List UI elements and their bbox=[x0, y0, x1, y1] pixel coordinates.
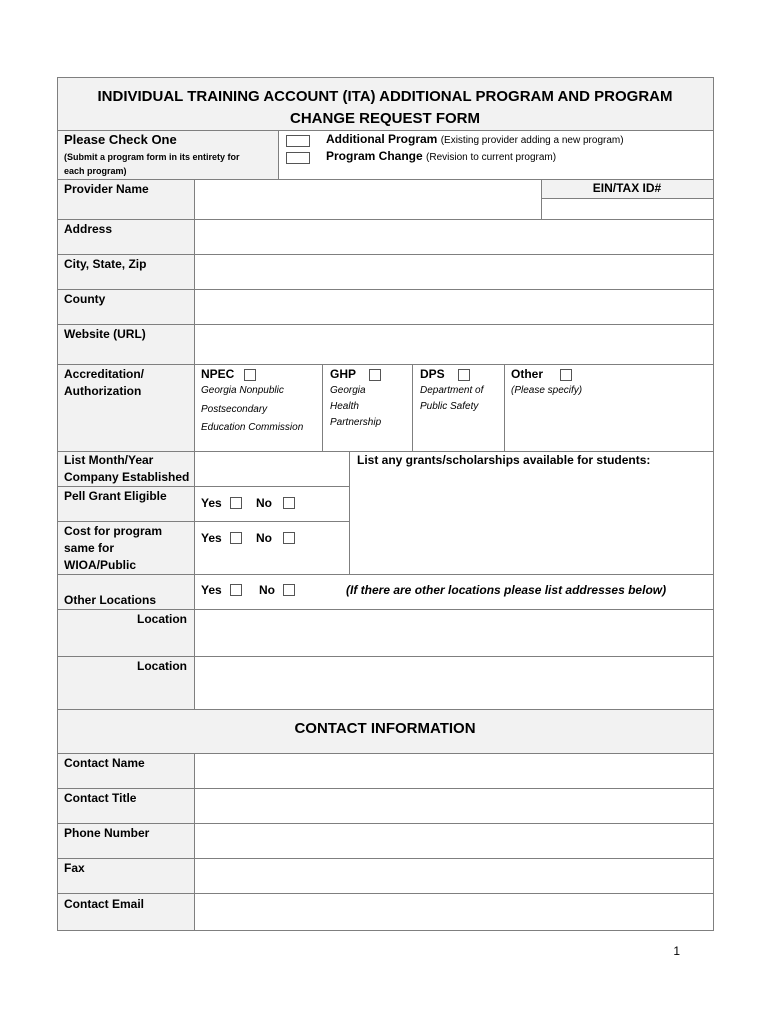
ghp-checkbox[interactable] bbox=[369, 369, 381, 381]
website-label: Website (URL) bbox=[64, 327, 146, 341]
grants-label: List any grants/scholarships available for students: bbox=[357, 453, 651, 467]
page-number: 1 bbox=[673, 944, 680, 958]
contact-name-field[interactable] bbox=[195, 754, 713, 788]
cost-yes-checkbox[interactable] bbox=[230, 532, 242, 544]
phone-field[interactable] bbox=[195, 824, 713, 858]
npec-desc-line1: Georgia Nonpublic bbox=[201, 385, 284, 396]
county-field[interactable] bbox=[195, 290, 713, 324]
other-label: Other bbox=[511, 367, 544, 381]
grants-field[interactable] bbox=[350, 470, 713, 574]
ghp-desc-line2: Health bbox=[330, 401, 359, 412]
pell-no-checkbox[interactable] bbox=[283, 497, 295, 509]
email-field[interactable] bbox=[195, 894, 713, 930]
locations-no-checkbox[interactable] bbox=[283, 584, 295, 596]
other-desc: (Please specify) bbox=[511, 385, 583, 396]
cost-label-line2: same for bbox=[64, 541, 115, 555]
form-title-line1: INDIVIDUAL TRAINING ACCOUNT (ITA) ADDITIONAL PROGRAM AND PROGRAM bbox=[97, 88, 673, 105]
additional-program-label: Additional Program bbox=[326, 132, 438, 146]
ghp-label: GHP bbox=[330, 367, 357, 381]
address-field[interactable] bbox=[195, 220, 713, 254]
contact-title-field[interactable] bbox=[195, 789, 713, 823]
cost-no-checkbox[interactable] bbox=[283, 532, 295, 544]
dps-label: DPS bbox=[420, 367, 445, 381]
check-one-label: Please Check One bbox=[64, 132, 177, 147]
pell-yes-label: Yes bbox=[201, 496, 222, 510]
other-checkbox[interactable] bbox=[560, 369, 572, 381]
location-field-1[interactable] bbox=[195, 610, 713, 656]
check-one-note-line2: each program) bbox=[64, 166, 127, 176]
locations-yes-checkbox[interactable] bbox=[230, 584, 242, 596]
dps-desc-line1: Department of bbox=[420, 385, 484, 396]
pell-no-label: No bbox=[256, 496, 272, 510]
established-label-line1: List Month/Year bbox=[64, 453, 154, 467]
npec-label: NPEC bbox=[201, 367, 235, 381]
accreditation-label-line1: Accreditation/ bbox=[64, 367, 145, 381]
pell-yes-checkbox[interactable] bbox=[230, 497, 242, 509]
city-state-zip-field[interactable] bbox=[195, 255, 713, 289]
ein-field[interactable] bbox=[542, 199, 713, 219]
location-label-2: Location bbox=[137, 659, 187, 673]
program-change-label: Program Change bbox=[326, 149, 423, 163]
form-title-line2: CHANGE REQUEST FORM bbox=[289, 110, 480, 127]
npec-desc-line2: Postsecondary bbox=[201, 404, 268, 415]
email-label: Contact Email bbox=[64, 897, 145, 911]
phone-label: Phone Number bbox=[64, 826, 150, 840]
ghp-desc-line1: Georgia bbox=[330, 385, 366, 396]
program-change-checkbox[interactable] bbox=[286, 152, 310, 164]
established-field[interactable] bbox=[195, 452, 349, 486]
provider-name-field[interactable] bbox=[195, 180, 541, 219]
npec-checkbox[interactable] bbox=[244, 369, 256, 381]
county-label: County bbox=[64, 292, 106, 306]
location-label-1: Location bbox=[137, 612, 187, 626]
fax-label: Fax bbox=[64, 861, 85, 875]
address-label: Address bbox=[64, 222, 113, 236]
city-state-zip-label: City, State, Zip bbox=[64, 257, 147, 271]
dps-checkbox[interactable] bbox=[458, 369, 470, 381]
contact-header: CONTACT INFORMATION bbox=[294, 720, 476, 737]
additional-program-option bbox=[326, 131, 624, 148]
ein-label: EIN/TAX ID# bbox=[592, 181, 662, 195]
accreditation-label-line2: Authorization bbox=[64, 384, 142, 398]
location-field-2[interactable] bbox=[195, 657, 713, 709]
pell-label: Pell Grant Eligible bbox=[64, 489, 167, 503]
program-change-note: (Revision to current program) bbox=[426, 152, 557, 163]
contact-name-label: Contact Name bbox=[64, 756, 145, 770]
program-change-option bbox=[326, 148, 556, 165]
dps-desc-line2: Public Safety bbox=[420, 401, 479, 412]
website-field[interactable] bbox=[195, 325, 713, 364]
other-locations-note: (If there are other locations please list addresses below) bbox=[346, 583, 667, 597]
additional-program-checkbox[interactable] bbox=[286, 135, 310, 147]
other-locations-label: Other Locations bbox=[64, 593, 157, 607]
established-label-line2: Company Established bbox=[64, 470, 190, 484]
npec-desc-line3: Education Commission bbox=[201, 422, 304, 433]
contact-title-label: Contact Title bbox=[64, 791, 137, 805]
cost-no-label: No bbox=[256, 531, 272, 545]
fax-field[interactable] bbox=[195, 859, 713, 893]
cost-yes-label: Yes bbox=[201, 531, 222, 545]
additional-program-note: (Existing provider adding a new program) bbox=[440, 135, 624, 146]
ghp-desc-line3: Partnership bbox=[330, 417, 382, 428]
cost-label-line3: WIOA/Public bbox=[64, 558, 136, 572]
cost-label-line1: Cost for program bbox=[64, 524, 163, 538]
check-one-note-line1: (Submit a program form in its entirety for bbox=[64, 152, 240, 162]
provider-name-label: Provider Name bbox=[64, 182, 149, 196]
locations-no-label: No bbox=[259, 583, 275, 597]
locations-yes-label: Yes bbox=[201, 583, 222, 597]
